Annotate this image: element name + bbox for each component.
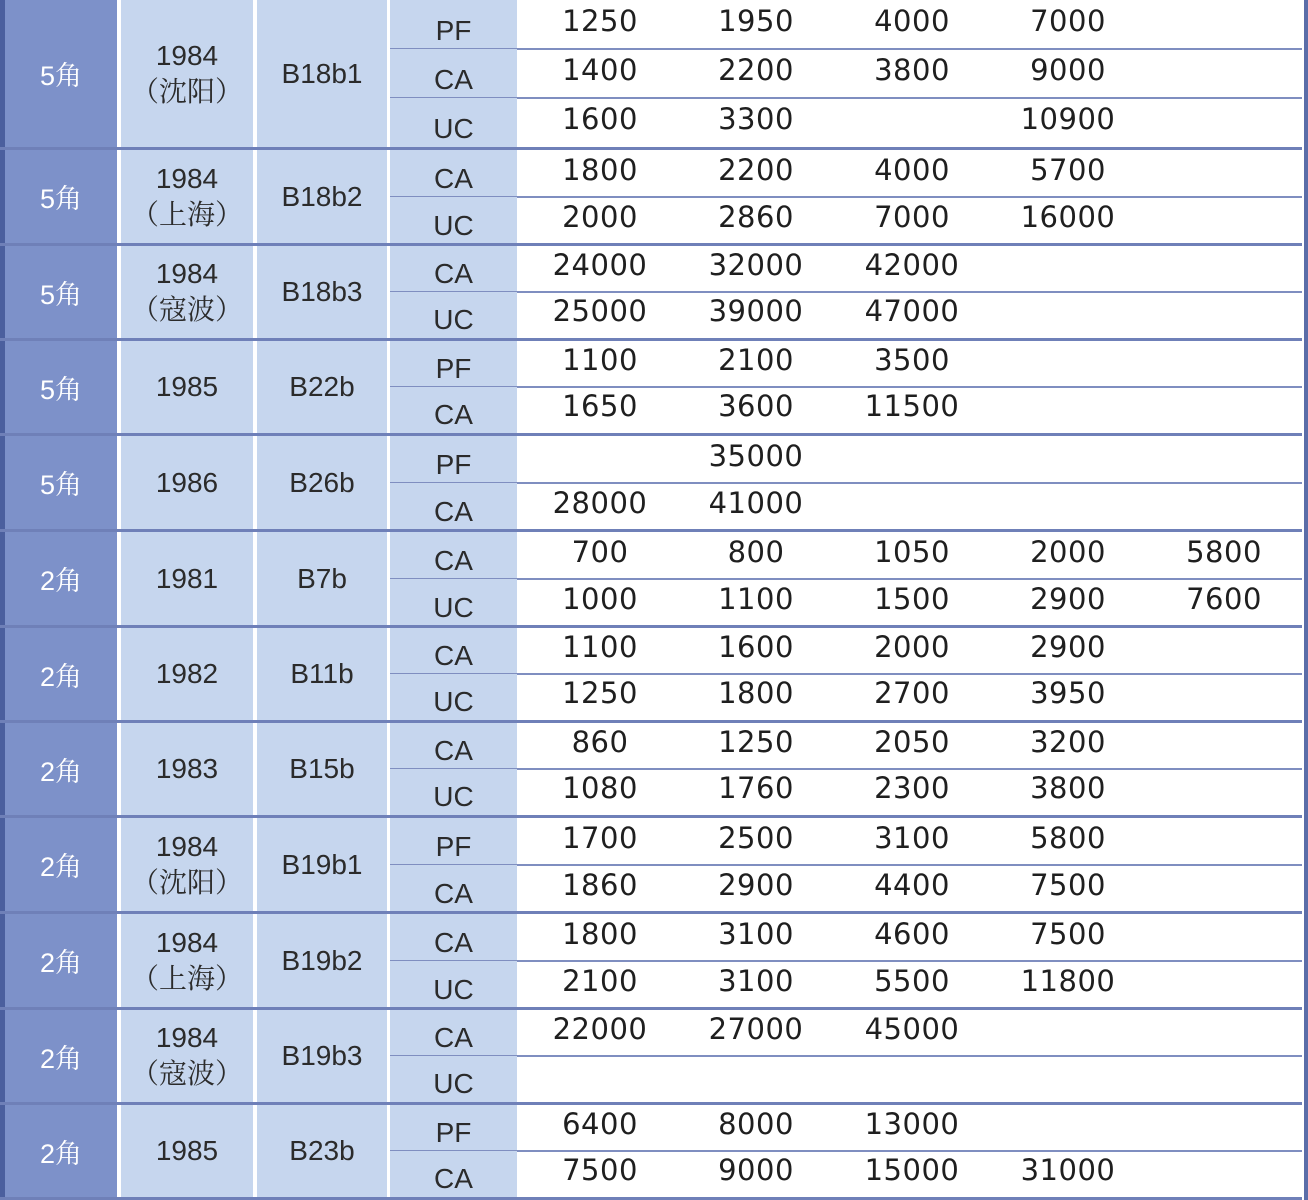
mint-city-label: （沈阳）: [130, 866, 243, 898]
denomination-cell: 2角: [5, 818, 117, 911]
year-cell: [121, 0, 253, 147]
price-cell: 41000: [708, 485, 804, 520]
price-cell: 1650: [562, 389, 638, 423]
price-cell: 2700: [874, 676, 950, 710]
denomination-cell: 5角: [5, 150, 117, 243]
price-cell: [1146, 1147, 1302, 1193]
denomination-cell: 2角: [5, 1105, 117, 1197]
price-cell: [1146, 0, 1302, 45]
price-cell: 3950: [1030, 676, 1106, 710]
coin-group: [0, 628, 1308, 720]
coin-group: [0, 723, 1308, 815]
price-cell: 47000: [864, 294, 960, 328]
price-cell: 700: [571, 534, 629, 569]
year-label: 1984: [155, 39, 219, 71]
year-label: 1984: [155, 926, 219, 958]
price-cell: 2200: [718, 52, 794, 87]
price-cell: 2900: [1030, 630, 1106, 664]
price-cell: [990, 383, 1146, 429]
price-cell: 2300: [874, 771, 950, 805]
price-cell: 3500: [874, 343, 950, 377]
price-cell: 1800: [718, 676, 794, 710]
year-cell: [121, 1010, 253, 1102]
grade-cell: CA: [390, 628, 517, 674]
price-cell: 3100: [874, 820, 950, 855]
price-cell: [1146, 624, 1302, 670]
price-cell: 1100: [562, 630, 638, 664]
price-cell: 24000: [552, 248, 648, 282]
grade-cell: CA: [390, 1151, 517, 1197]
price-cell: 28000: [552, 485, 648, 520]
grade-cell: PF: [390, 818, 517, 865]
catalog-code-cell: B19b3: [257, 1010, 387, 1102]
price-cell: 16000: [1020, 199, 1116, 234]
year-cell: [121, 246, 253, 338]
price-cell: 1950: [718, 3, 794, 38]
year-cell: [121, 436, 253, 529]
price-cell: [1146, 910, 1302, 957]
grade-cell: UC: [390, 98, 517, 147]
price-cell: 4400: [874, 867, 950, 902]
price-cell: 45000: [864, 1012, 960, 1046]
price-cell: 1600: [718, 630, 794, 664]
grade-cell: PF: [390, 341, 517, 387]
price-cell: [1146, 242, 1302, 288]
price-cell: 2000: [874, 630, 950, 664]
denomination-cell: 5角: [5, 246, 117, 338]
grade-cell: UC: [390, 292, 517, 338]
price-cell: [1146, 670, 1302, 716]
price-cell: [522, 1052, 678, 1098]
price-cell: [990, 242, 1146, 288]
price-cell: [1146, 337, 1302, 383]
table-right-border: [1304, 0, 1308, 1200]
price-cell: 1080: [562, 771, 638, 805]
denomination-cell: 2角: [5, 1010, 117, 1102]
price-cell: 27000: [708, 1012, 804, 1046]
price-cell: 860: [571, 725, 629, 759]
price-cell: [834, 479, 990, 526]
price-cell: [990, 1006, 1146, 1052]
year-cell: [121, 532, 253, 625]
grade-cell: UC: [390, 1056, 517, 1102]
price-cell: 2000: [1030, 534, 1106, 569]
grade-cell: CA: [390, 1010, 517, 1056]
price-cell: 7000: [1030, 3, 1106, 38]
price-cell: 2860: [718, 199, 794, 234]
price-cell: 1600: [562, 101, 638, 136]
year-cell: [121, 628, 253, 720]
price-cell: 800: [727, 534, 785, 569]
year-label: 1981: [155, 562, 219, 594]
price-cell: [990, 288, 1146, 334]
price-cell: [990, 1052, 1146, 1098]
price-cell: 22000: [552, 1012, 648, 1046]
price-cell: 25000: [552, 294, 648, 328]
price-cell: 1050: [874, 534, 950, 569]
price-cell: 5800: [1186, 534, 1262, 569]
grade-cell: UC: [390, 197, 517, 244]
price-cell: 1250: [718, 725, 794, 759]
price-cell: [1146, 814, 1302, 861]
price-cell: 7500: [1030, 867, 1106, 902]
price-cell: 42000: [864, 248, 960, 282]
year-label: 1985: [155, 371, 219, 402]
year-cell: [121, 818, 253, 911]
coin-group: [0, 532, 1308, 625]
coin-group: [0, 1105, 1308, 1197]
price-cell: 2500: [718, 820, 794, 855]
price-cell: 2100: [562, 963, 638, 998]
price-cell: [1146, 765, 1302, 811]
coin-group: [0, 818, 1308, 911]
price-cell: 13000: [864, 1107, 960, 1141]
price-cell: 4000: [874, 152, 950, 187]
price-cell: [1146, 45, 1302, 94]
year-label: 1984: [155, 162, 219, 194]
price-cell: 3100: [718, 916, 794, 951]
price-cell: [1146, 288, 1302, 334]
year-label: 1984: [155, 258, 219, 289]
year-label: 1982: [155, 658, 219, 689]
grade-cell: PF: [390, 0, 517, 49]
price-cell: 1700: [562, 820, 638, 855]
price-cell: 7000: [874, 199, 950, 234]
price-cell: [1146, 1052, 1302, 1098]
price-cell: 31000: [1020, 1153, 1116, 1187]
price-cell: 2000: [562, 199, 638, 234]
year-label: 1984: [155, 830, 219, 862]
price-cell: 3100: [718, 963, 794, 998]
mint-city-label: （寇波）: [130, 294, 243, 325]
price-cell: [678, 1052, 834, 1098]
grade-cell: UC: [390, 579, 517, 626]
price-cell: [834, 432, 990, 479]
coin-group: [0, 150, 1308, 243]
price-cell: 11800: [1020, 963, 1116, 998]
price-cell: 8000: [718, 1107, 794, 1141]
catalog-code-cell: B18b2: [257, 150, 387, 243]
catalog-code-cell: B18b3: [257, 246, 387, 338]
coin-group: [0, 246, 1308, 338]
catalog-code-cell: B15b: [257, 723, 387, 815]
grade-cell: PF: [390, 436, 517, 483]
denomination-cell: 2角: [5, 723, 117, 815]
price-cell: 3200: [1030, 725, 1106, 759]
grade-cell: CA: [390, 532, 517, 579]
denomination-cell: 5角: [5, 436, 117, 529]
price-cell: [1146, 432, 1302, 479]
price-cell: [1146, 146, 1302, 193]
price-cell: 32000: [708, 248, 804, 282]
mint-city-label: （上海）: [130, 962, 243, 994]
coin-group: [0, 914, 1308, 1007]
price-cell: 5500: [874, 963, 950, 998]
grade-cell: CA: [390, 483, 517, 530]
coin-group: [0, 1010, 1308, 1102]
price-cell: 3800: [874, 52, 950, 87]
price-cell: 1250: [562, 676, 638, 710]
price-cell: 3300: [718, 101, 794, 136]
price-cell: 2900: [718, 867, 794, 902]
grade-cell: UC: [390, 769, 517, 815]
price-cell: [1146, 719, 1302, 765]
price-cell: 1000: [562, 581, 638, 616]
catalog-code-cell: B11b: [257, 628, 387, 720]
price-cell: 15000: [864, 1153, 960, 1187]
grade-cell: CA: [390, 49, 517, 98]
price-cell: 7600: [1186, 581, 1262, 616]
price-cell: 1500: [874, 581, 950, 616]
price-cell: 11500: [864, 389, 960, 423]
catalog-code-cell: B19b2: [257, 914, 387, 1007]
coin-group: [0, 0, 1308, 147]
grade-cell: CA: [390, 914, 517, 961]
mint-city-label: （上海）: [130, 198, 243, 230]
denomination-cell: 5角: [5, 341, 117, 433]
price-cell: [990, 1101, 1146, 1147]
price-cell: 1860: [562, 867, 638, 902]
price-cell: [990, 479, 1146, 526]
price-cell: 6400: [562, 1107, 638, 1141]
year-cell: [121, 150, 253, 243]
price-cell: [1146, 383, 1302, 429]
mint-city-label: （沈阳）: [130, 75, 243, 107]
price-cell: 1760: [718, 771, 794, 805]
year-label: 1985: [155, 1135, 219, 1166]
price-cell: 9000: [1030, 52, 1106, 87]
price-cell: 10900: [1020, 101, 1116, 136]
catalog-code-cell: B22b: [257, 341, 387, 433]
price-cell: 4600: [874, 916, 950, 951]
price-cell: [834, 94, 990, 143]
grade-cell: UC: [390, 674, 517, 720]
price-cell: 5700: [1030, 152, 1106, 187]
coin-group: [0, 341, 1308, 433]
catalog-code-cell: B7b: [257, 532, 387, 625]
catalog-code-cell: B23b: [257, 1105, 387, 1197]
denomination-cell: 2角: [5, 532, 117, 625]
denomination-cell: 2角: [5, 914, 117, 1007]
price-cell: 1100: [718, 581, 794, 616]
price-cell: [522, 432, 678, 479]
price-cell: [1146, 193, 1302, 240]
price-cell: 7500: [562, 1153, 638, 1187]
catalog-code-cell: B26b: [257, 436, 387, 529]
grade-cell: CA: [390, 150, 517, 197]
price-cell: 2200: [718, 152, 794, 187]
price-cell: 1800: [562, 152, 638, 187]
grade-cell: CA: [390, 723, 517, 769]
year-cell: [121, 723, 253, 815]
price-cell: 9000: [718, 1153, 794, 1187]
price-cell: [1146, 1006, 1302, 1052]
price-cell: 39000: [708, 294, 804, 328]
grade-cell: PF: [390, 1105, 517, 1151]
price-cell: [990, 337, 1146, 383]
mint-city-label: （寇波）: [130, 1058, 243, 1089]
year-label: 1986: [155, 466, 219, 498]
price-cell: 4000: [874, 3, 950, 38]
catalog-code-cell: B18b1: [257, 0, 387, 147]
grade-cell: CA: [390, 246, 517, 292]
coin-group: [0, 436, 1308, 529]
price-cell: 2100: [718, 343, 794, 377]
year-cell: [121, 341, 253, 433]
price-cell: 1250: [562, 3, 638, 38]
price-cell: 1800: [562, 916, 638, 951]
price-cell: 1400: [562, 52, 638, 87]
price-cell: [834, 1052, 990, 1098]
price-cell: 2050: [874, 725, 950, 759]
catalog-code-cell: B19b1: [257, 818, 387, 911]
grade-cell: CA: [390, 865, 517, 912]
price-cell: [1146, 479, 1302, 526]
price-cell: 3600: [718, 389, 794, 423]
year-label: 1984: [155, 1022, 219, 1053]
price-cell: [1146, 861, 1302, 908]
price-cell: 35000: [708, 438, 804, 473]
price-cell: [1146, 94, 1302, 143]
grade-cell: CA: [390, 387, 517, 433]
price-cell: [1146, 1101, 1302, 1147]
denomination-cell: 5角: [5, 0, 117, 147]
price-cell: 7500: [1030, 916, 1106, 951]
price-cell: 5800: [1030, 820, 1106, 855]
year-cell: [121, 1105, 253, 1197]
price-cell: [1146, 957, 1302, 1004]
year-cell: [121, 914, 253, 1007]
price-cell: 3800: [1030, 771, 1106, 805]
denomination-cell: 2角: [5, 628, 117, 720]
price-cell: [990, 432, 1146, 479]
grade-cell: UC: [390, 961, 517, 1008]
price-cell: 2900: [1030, 581, 1106, 616]
year-label: 1983: [155, 753, 219, 784]
price-cell: 1100: [562, 343, 638, 377]
